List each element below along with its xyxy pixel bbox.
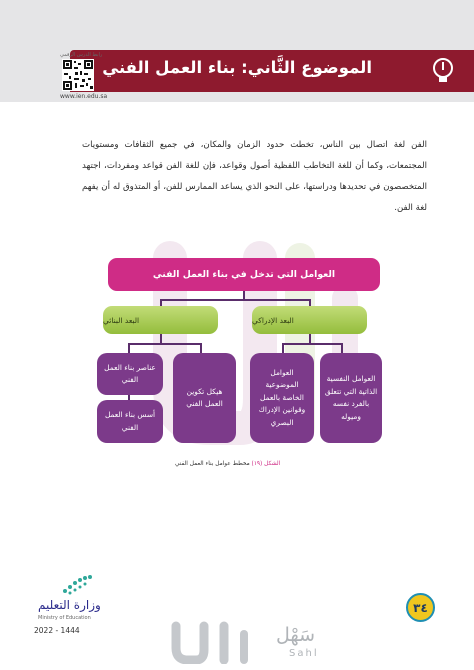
qr-code-icon[interactable] xyxy=(62,59,94,91)
caption-number: (١٩) xyxy=(251,461,263,467)
ministry-logo-icon xyxy=(60,573,94,597)
connector xyxy=(341,343,343,353)
branch-perceptual: البعد الإدراكي xyxy=(252,306,367,334)
page-title: الموضوع الثَّاني: بناء العمل الفني xyxy=(102,58,372,77)
leaf-objective-factors: العوامل الموضوعية الخاصة بالعمل وقوانين الإدراك البصري xyxy=(250,353,314,443)
brand-name-en: Sahl xyxy=(289,648,319,659)
leaf-building-elements: عناصر بناء العمل الفني xyxy=(97,353,163,395)
leaf-composition-structure: هيكل تكوين العمل الفني xyxy=(173,353,236,443)
figure-caption xyxy=(175,461,280,467)
connector xyxy=(128,343,130,353)
connector xyxy=(282,343,342,345)
page-number: ٣٤ xyxy=(406,593,435,622)
lamp-icon xyxy=(429,56,457,86)
ministry-name-ar: وزارة التعليم xyxy=(38,598,101,612)
caption-prefix: الشكل xyxy=(264,461,281,467)
connector xyxy=(282,343,284,353)
leaf-psychological-factors: العوامل النفسية الذاتية التي تتعلق بالفرد نفسه وميوله xyxy=(320,353,382,443)
connector xyxy=(160,334,162,343)
edition-year: 2022 - 1444 xyxy=(34,626,80,635)
connector xyxy=(160,299,310,301)
connector xyxy=(128,343,202,345)
connector xyxy=(243,291,245,299)
connector xyxy=(309,334,311,343)
diagram-root-box: العوامل التي تدخل في بناء العمل الفني xyxy=(108,258,380,291)
body-paragraph: الفن لغة اتصال بين الناس، تخطت حدود الزمان والمكان، في جميع الثقافات ومستويات المجتمعات، وكما أن للغة التخاطب اللفظية أصول وقواعد، فإن للغة الفن قواعد ومفردات، اجتهد المتخصصون في تحديدها ودراستها، على النحو الذي يساعد الممارس للفن، أو المتذوق له أن يفهم لغة الفن. xyxy=(82,140,427,213)
qr-label: رابط الدرس الرقمي xyxy=(60,52,103,58)
connector xyxy=(160,299,162,306)
connector xyxy=(309,299,311,306)
branch-structural: البعد البنائي xyxy=(103,306,218,334)
ministry-name-en: Ministry of Education xyxy=(38,615,91,621)
sahl-logo-icon xyxy=(168,620,268,664)
qr-url: www.ien.edu.sa xyxy=(60,93,108,100)
caption-text: مخطط عوامل بناء العمل الفني xyxy=(175,461,250,467)
brand-name-ar: سَهْل xyxy=(276,624,316,646)
connector xyxy=(200,343,202,353)
leaf-building-foundations: أسس بناء العمل الفني xyxy=(97,400,163,443)
